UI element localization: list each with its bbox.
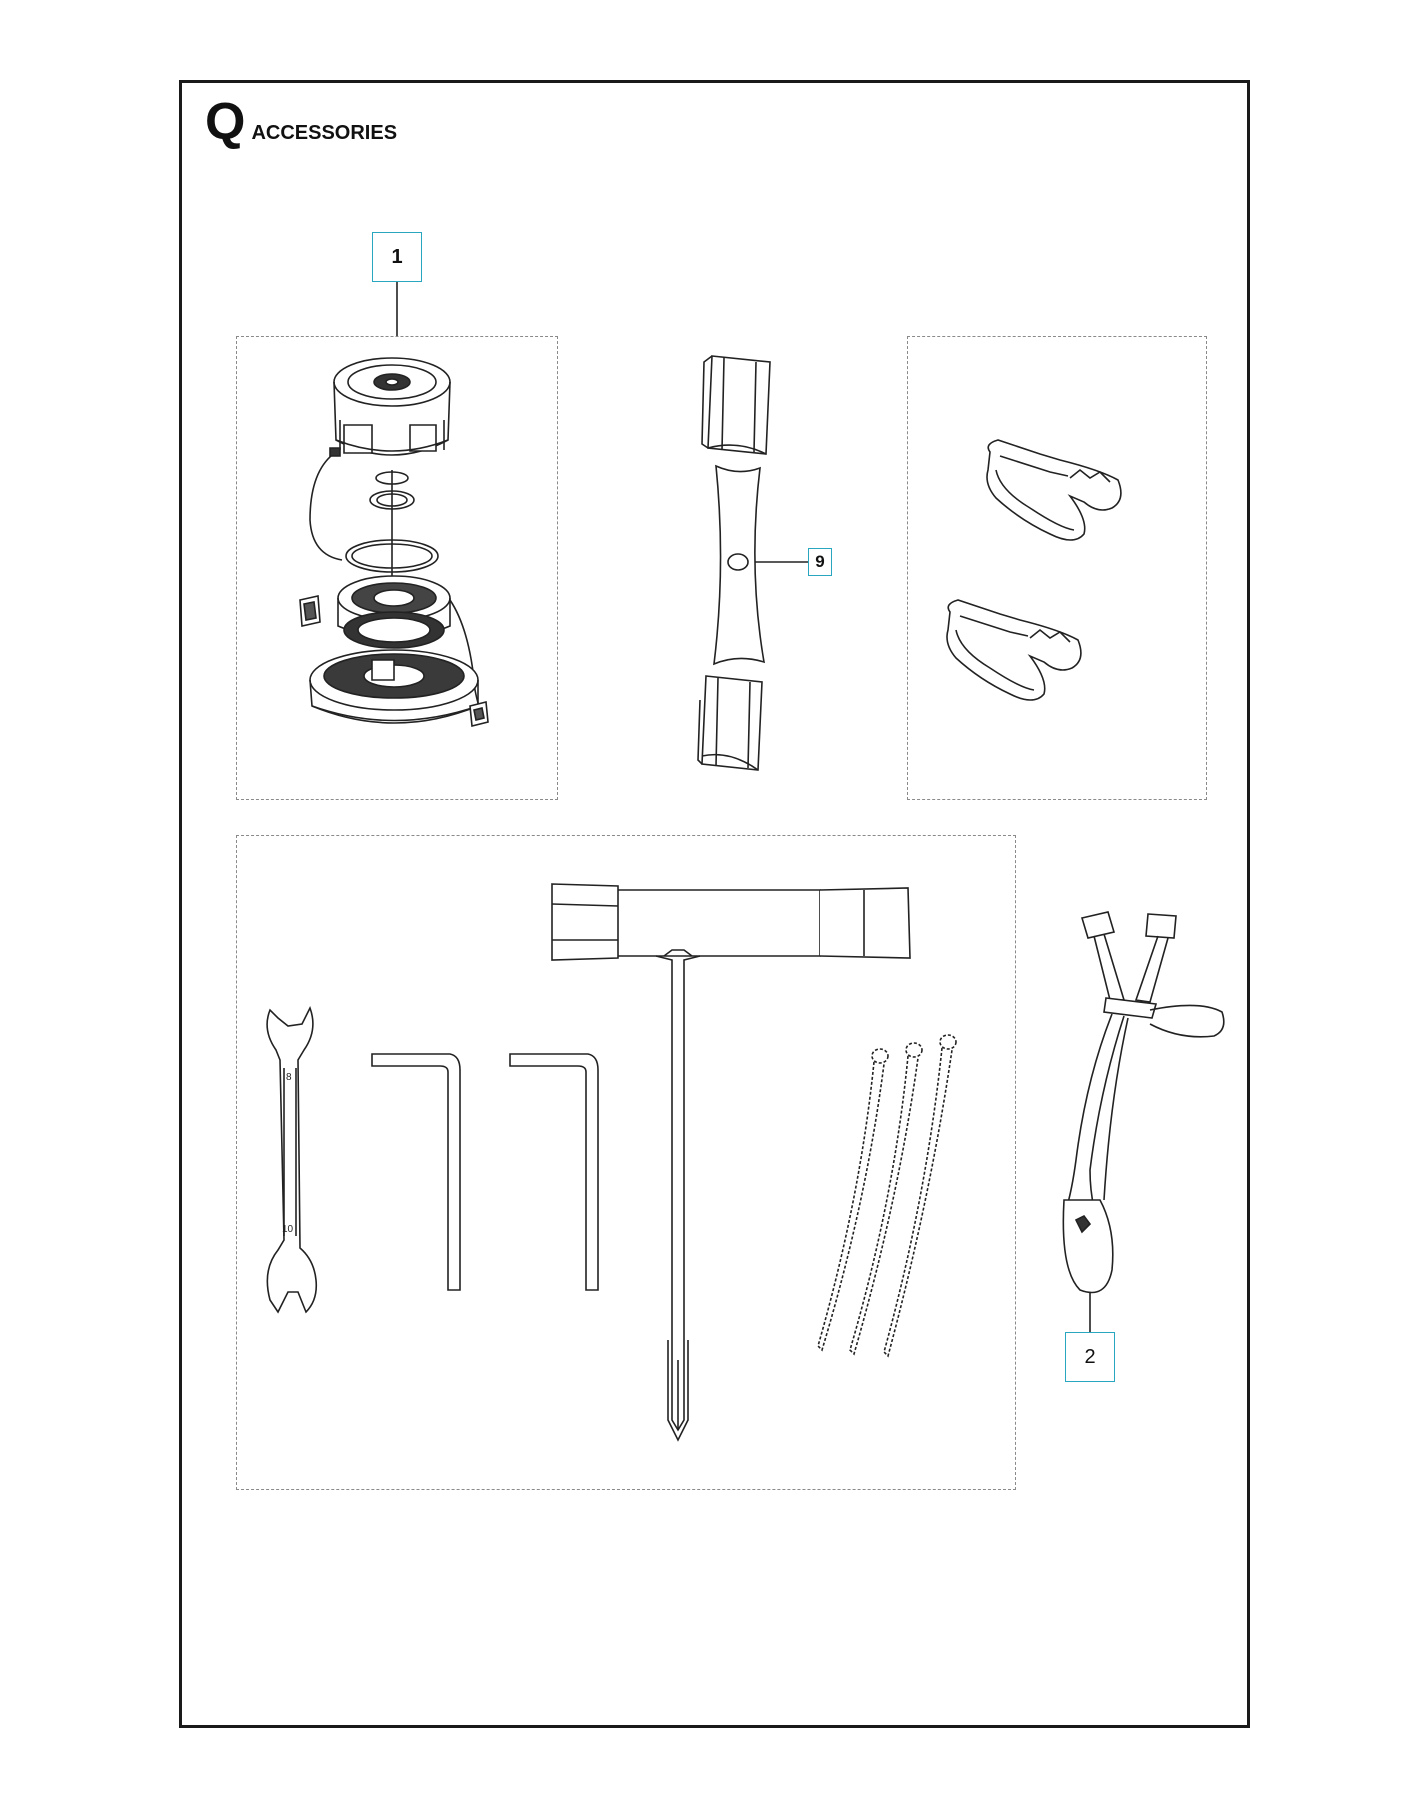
section-name: ACCESSORIES [251, 122, 398, 144]
callout-saw-blade[interactable]: 9 [808, 548, 832, 576]
cable-tie-icon [818, 1035, 956, 1356]
harness-icon [1063, 912, 1223, 1293]
trimmer-head-icon [300, 358, 488, 726]
hex-key-icon [510, 1054, 598, 1290]
handle-clip-icon [987, 440, 1121, 540]
callout-trimmer-head[interactable]: 1 [372, 232, 422, 282]
handle-clip-icon [947, 600, 1081, 700]
hex-key-icon [372, 1054, 460, 1290]
callout-harness[interactable]: 2 [1065, 1332, 1115, 1382]
svg-text:8: 8 [286, 1072, 292, 1083]
wrench-icon [267, 1008, 316, 1312]
svg-text:10: 10 [282, 1224, 294, 1235]
t-wrench-icon [552, 884, 910, 1440]
section-letter: Q [205, 93, 246, 151]
saw-blade-icon [698, 356, 770, 770]
